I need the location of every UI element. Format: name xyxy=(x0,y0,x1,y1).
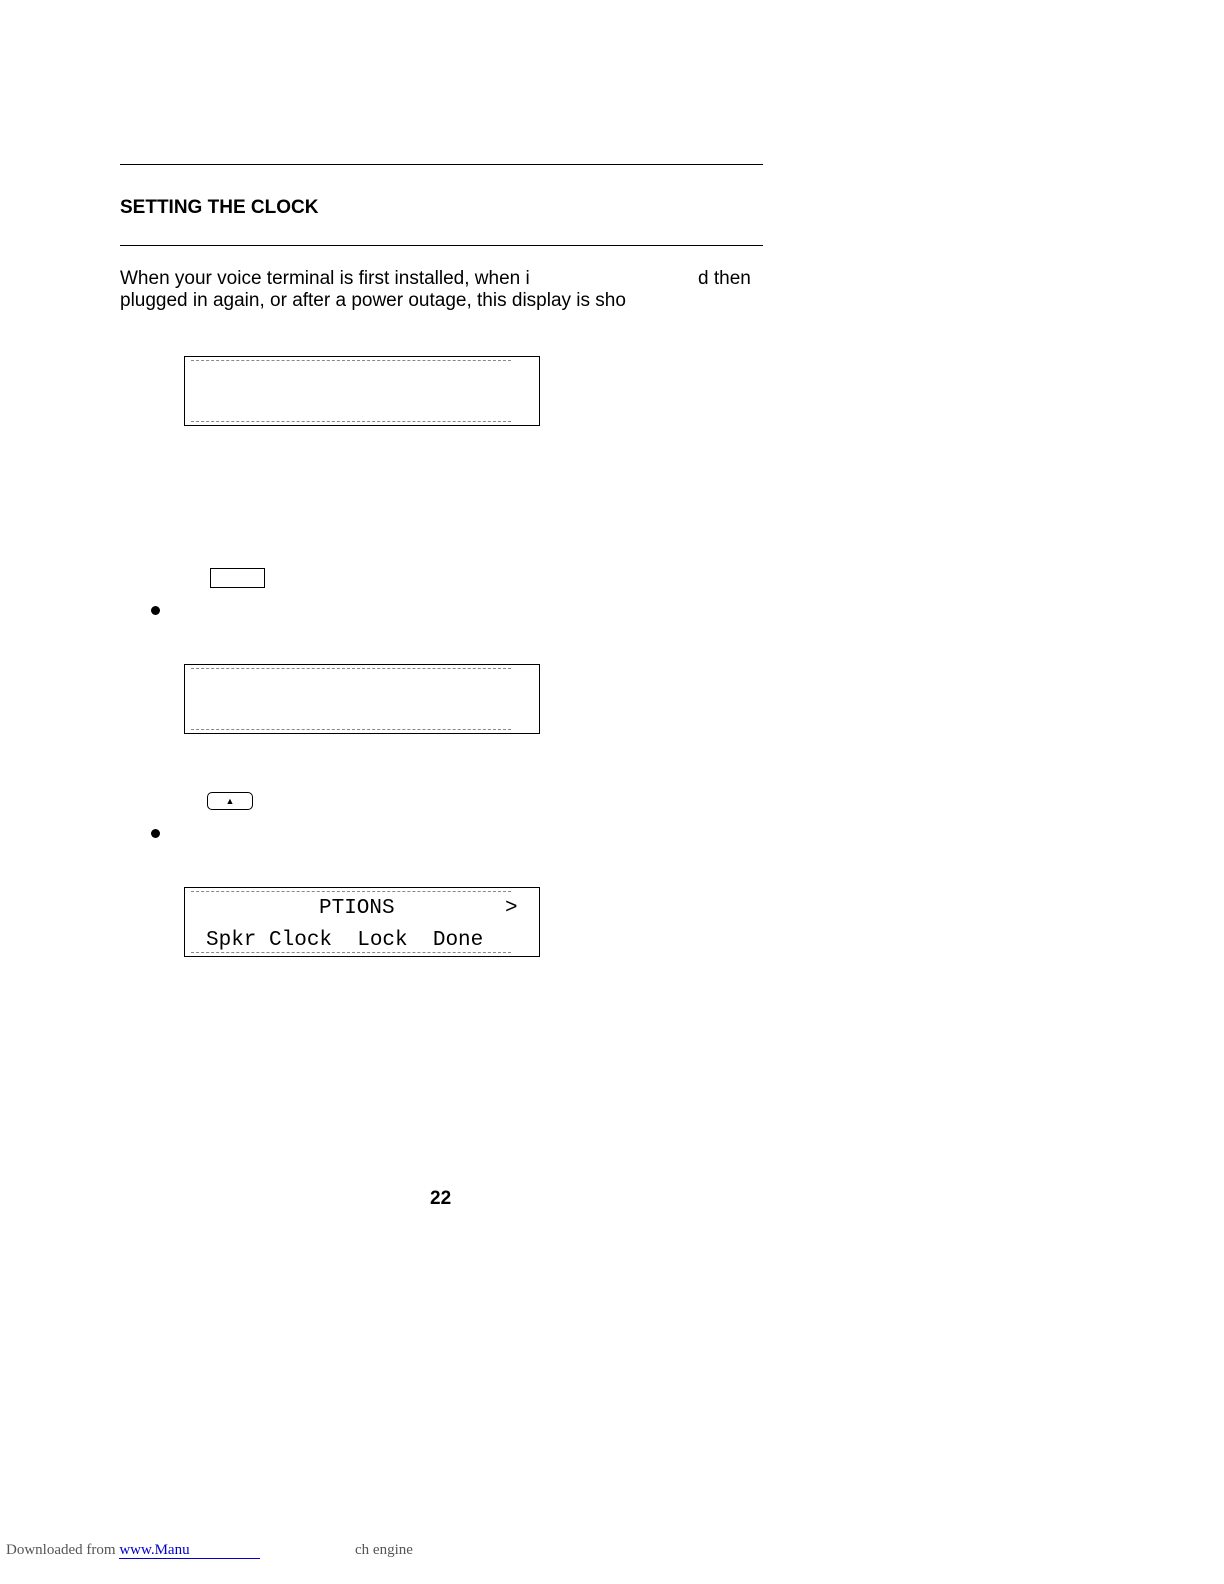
footer-suffix: ch engine xyxy=(355,1542,413,1558)
intro-line-1-end: d then xyxy=(698,268,751,289)
intro-line-2: plugged in again, or after a power outage, this display is sho xyxy=(120,290,626,311)
options-display-softkeys: Spkr Clock Lock Done xyxy=(206,929,484,952)
feature-key-button[interactable] xyxy=(210,568,265,588)
options-display-next-icon: > xyxy=(505,897,518,920)
options-display-title: PTIONS xyxy=(319,897,395,920)
scroll-up-key-button[interactable] xyxy=(207,792,253,810)
top-rule xyxy=(120,164,763,165)
intro-line-1-start: When your voice terminal is first installed, when i xyxy=(120,268,530,289)
bullet-1 xyxy=(151,606,160,615)
section-heading: SETTING THE CLOCK xyxy=(120,197,319,218)
display-screen-2 xyxy=(184,664,540,734)
page-number: 22 xyxy=(430,1188,452,1209)
heading-rule xyxy=(120,245,763,246)
display-screen-1 xyxy=(184,356,540,426)
options-display-screen xyxy=(184,887,540,957)
footer-link[interactable]: www.Manu xyxy=(119,1542,260,1559)
footer-download-note xyxy=(6,1542,260,1559)
footer-prefix: Downloaded from xyxy=(6,1542,120,1558)
up-arrow-icon: ▲ xyxy=(225,795,235,806)
bullet-2 xyxy=(151,829,160,838)
